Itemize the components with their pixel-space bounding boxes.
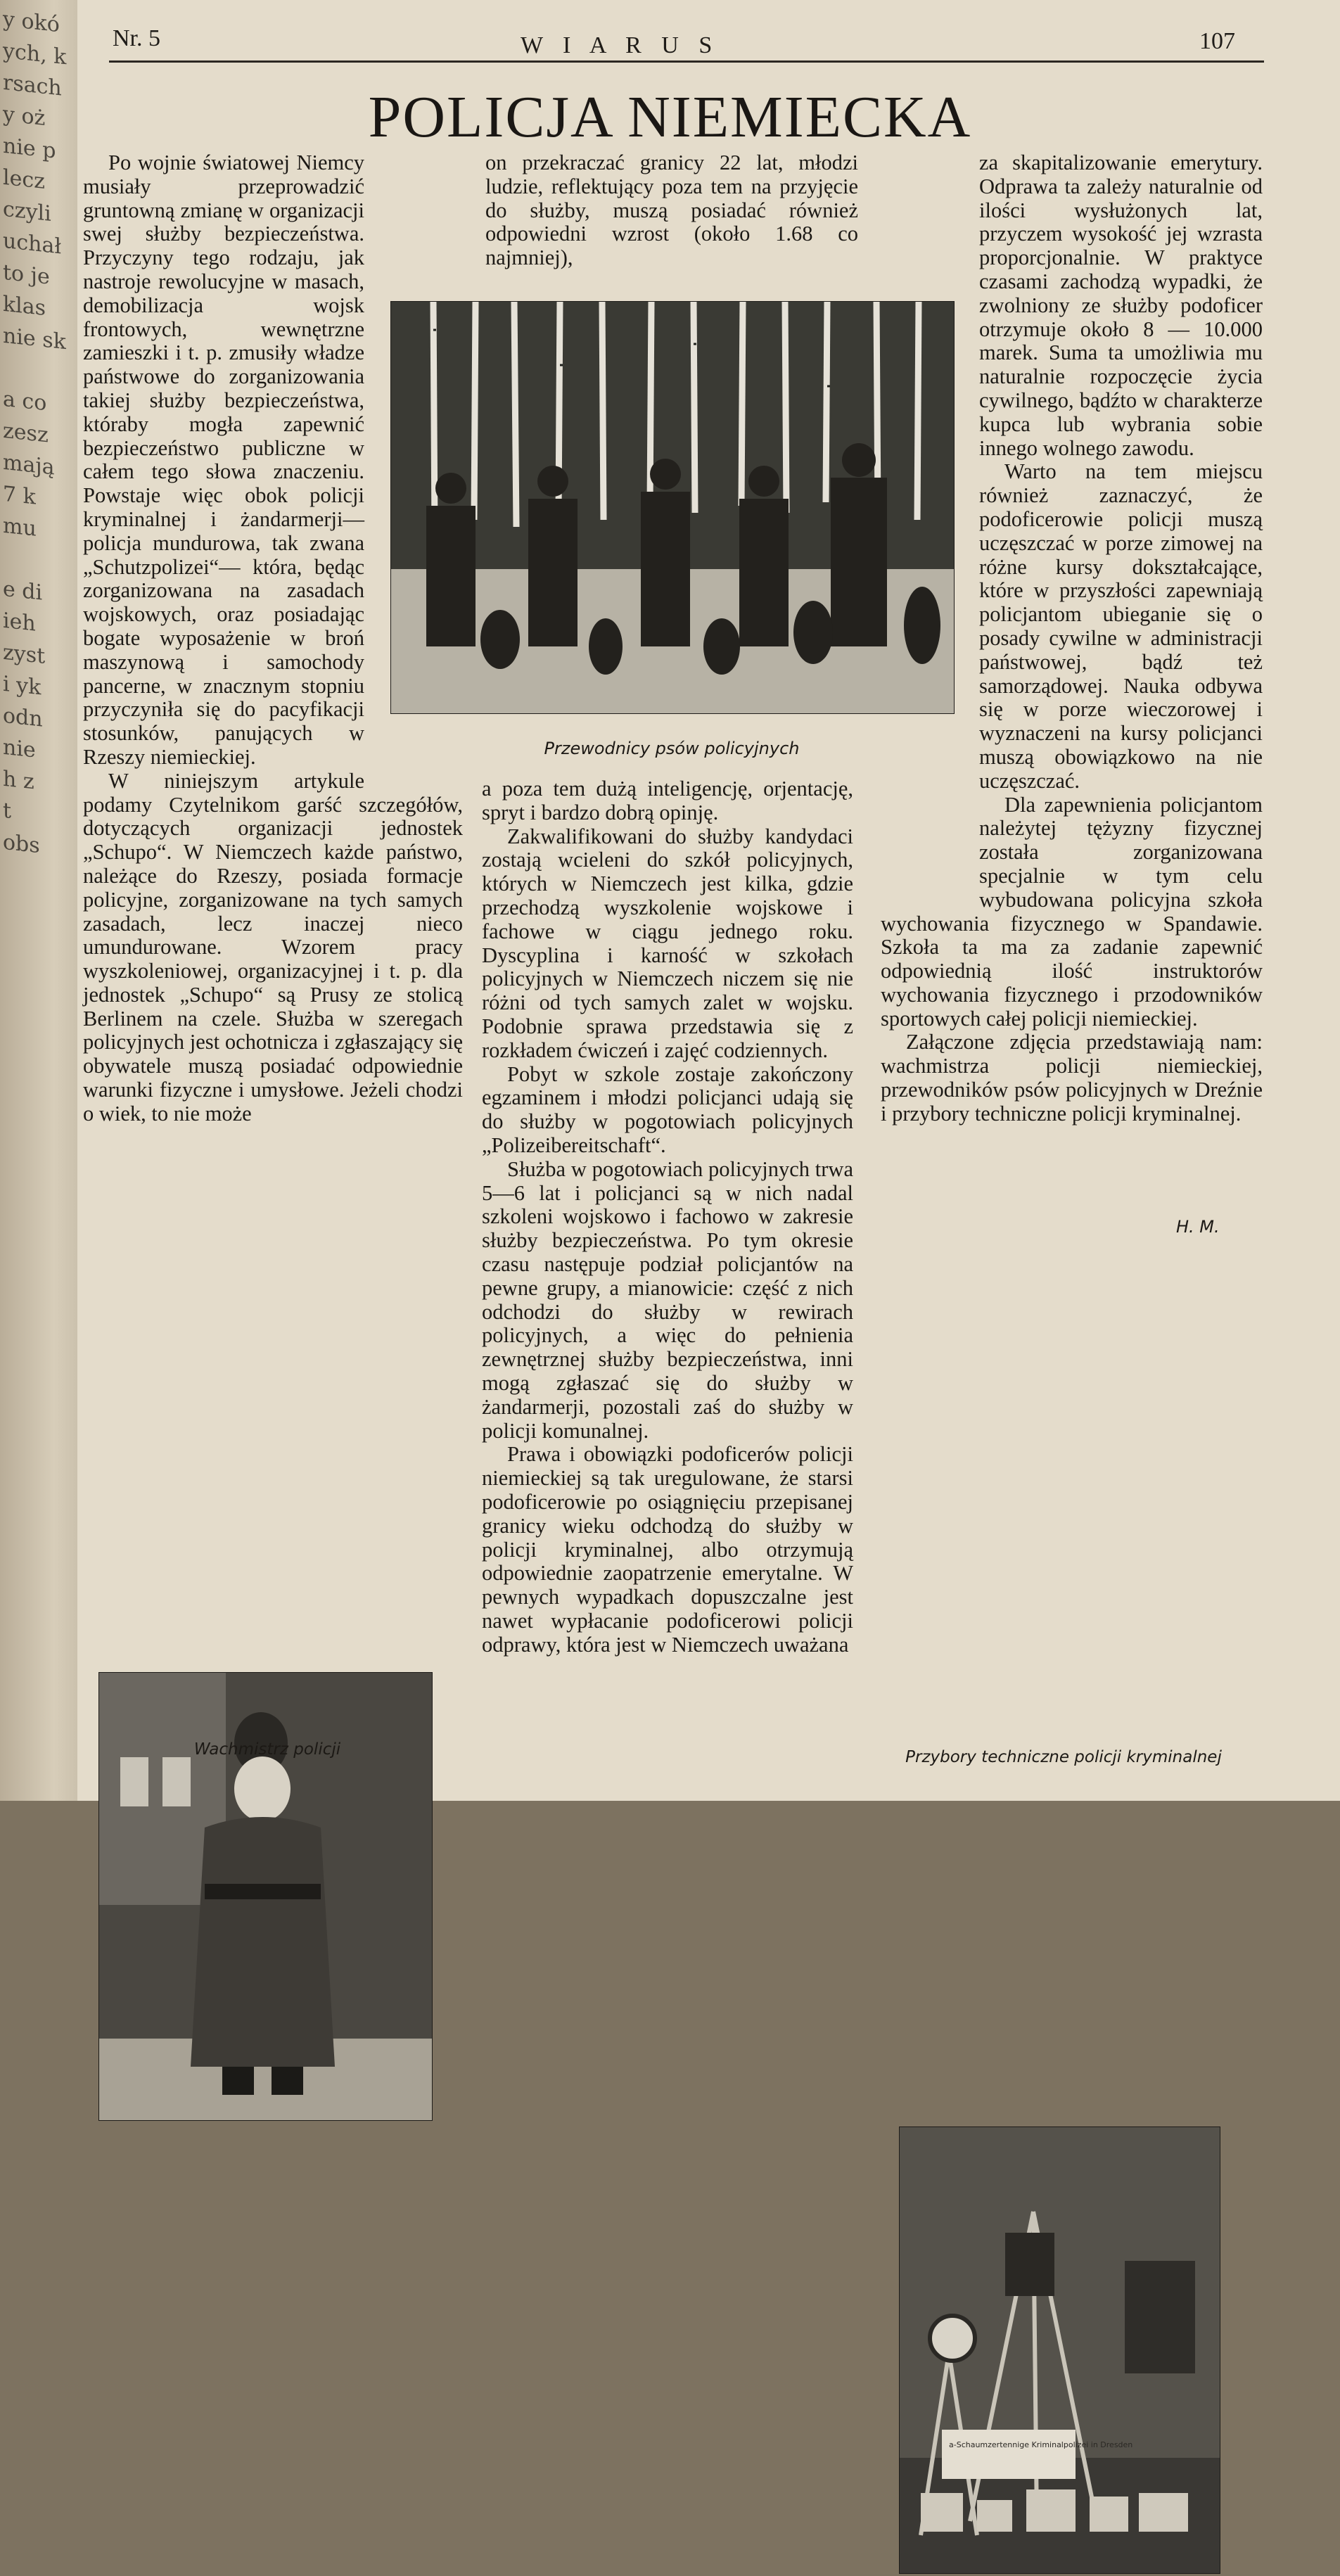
paragraph: a poza tem dużą inteligencję, orjentację, spryt i bardzo dobrą opinję.: [482, 777, 853, 824]
officer-photo: [98, 1672, 433, 2121]
paragraph: Warto na tem miejscu również zaznaczyć, że podoficerowie policji muszą uczęszczać w porze zimowej na różne kursy dokształcające, które w przyszłości zapewniają policjantom ubieganie się o posady cywilne w administracji państwowej, bądź też samorządowej. Nauka odbywa się w porze wieczorowej i wyznaczeni na kursy policjanci muszą obowiązkowo na nie uczęszczać.: [979, 459, 1263, 793]
previous-page-edge: [0, 0, 77, 1801]
page-number: 107: [1199, 28, 1235, 54]
paragraph: Po wojnie światowej Niemcy musiały przeprowadzić gruntowną zmianę w organizacji swej służby bezpieczeństwa. Przyczyny tego rodzaju, jak nastroje rewolucyjne w masach, demobilizacja wojsk frontowych, wewnętrzne zamieszki i t. p. zmusiły władze państwowe do zorganizowania takiej służby bezpieczeństwa, któraby mogła zapewnić bezpieczeństwo publiczne w całem tego słowa znaczeniu. Powstaje więc obok policji kryminalnej i żandarmerji— policja mundurowa, tak zwana „Schutzpolizei“— która, będąc zorganizowana na zasadach wojskowych, oraz posiadając bogate wyposażenie w broń maszynową i samochody pancerne, w znacznym stopniu przyczyniła się do pacyfikacji stosunków, panujących w Rzeszy niemieckiej.: [83, 151, 364, 769]
equipment-caption: Przybory techniczne policji kryminalnej: [905, 1748, 1222, 1766]
paragraph: Służba w pogotowiach policyjnych trwa 5—6 lat i policjanci są w nich nadal szkoleni wojskowo i fachowo w zakresie służby bezpieczeństwa. Po tym okresie czasu następuje podział policjantów na pewne grupy, a mianowicie: część z nich odchodzi do służby w rewirach policyjnych, a więc do pełnienia zewnętrznej służby bezpieczeństwa, inni mogą zgłaszać się do służby w żandarmerji, pozostali zaś do służby w policji komunalnej.: [482, 1156, 853, 1443]
issue-number: Nr. 5: [113, 25, 160, 51]
author-signature: H. M.: [1176, 1217, 1220, 1237]
paragraph: Prawa i obowiązki podoficerów policji niemieckiej są tak uregulowane, że starsi podoficerowie po osiągnięciu przepisanej granicy wieku odchodzą do służby w policji kryminalnej, albo otrzymują odpowiednie zaopatrzenie emerytalne. W pewnych wypadkach dopuszczalne jest nawet wypłacanie podoficerowi policji odprawy, która jest w Niemczech uważana: [482, 1442, 853, 1657]
column-2-top: on przekraczać granicy 22 lat, młodzi ludzie, reflektujący poza tem na przyjęcie do służby, muszą posiadać również odpowiedni wzrost (około 1.68 co najmniej),: [485, 151, 858, 270]
previous-page-text: y okó ych, k rsach y oż nie p lecz czyli uchał to je klas nie sk a co zesz mają 7 k mu e di ieh zyst i yk odn nie h z t obs: [3, 6, 67, 859]
paragraph: Załączone zdjęcia przedstawiają nam: wachmistrza policji niemieckiej, przewodników psów policyjnych w Dreźnie i przybory techniczne policji kryminalnej.: [881, 1030, 1263, 1126]
dog-handlers-photo: [390, 301, 955, 714]
dog-handlers-illustration: [391, 302, 954, 713]
equipment-photo: [899, 2127, 1220, 2574]
article-title: POLICJA NIEMIECKA: [368, 84, 972, 150]
paragraph: Dla zapewnienia policjantom należytej tężyzny fizycznej została zorganizowana specjalnie w tym celu wybudowana policyjna szkoła wychowania fizycznego w Spandawie. Szkoła ta ma za zadanie zapewnić odpowiednią ilość instruktorów wychowania fizycznego i przodowników sportowych całej policji niemieckiej.: [881, 792, 1263, 1031]
paragraph: W niniejszym artykule podamy Czytelnikom garść szczegółów, dotyczących organizacji jednostek „Schupo“. W Niemczech każde państwo, należące do Rzeszy, posiada formacje policyjne, zorganizowane na tych samych zasadach, lecz inaczej nieco umundurowane. Wzorem pracy wyszkoleniowej, organizacyjnej i t. p. dla jednostek „Schupo“ są Prusy ze stolicą Berlinem na czele. Służba w szeregach policyjnych jest ochotnicza i zgłaszający się obywatele muszą posiadać odpowiednie warunki fizyczne i umysłowe. Jeżeli chodzi o wiek, to nie może: [83, 768, 463, 1126]
officer-caption: Wachmistrz policji: [193, 1740, 341, 1759]
equipment-illustration: [900, 2127, 1220, 2573]
dog-handlers-caption: Przewodnicy psów policyjnych: [544, 739, 800, 758]
magazine-name: W I A R U S: [521, 32, 720, 58]
column-2: [482, 777, 853, 1657]
header-rule: [109, 60, 1264, 63]
paragraph: Pobyt w szkole zostaje zakończony egzaminem i młodzi policjanci udają się do służby w pogotowiach policyjnych „Polizeibereitschaft“.: [482, 1061, 853, 1157]
paragraph: za skapitalizowanie emerytury. Odprawa ta zależy naturalnie od ilości wysłużonych lat, przyczem wysokość jej wzrasta proporcjonalnie. W praktyce czasami zachodzą wypadki, że zwolniony ze służby podoficer otrzymuje około 8 — 10.000 marek. Suma ta umożliwia mu naturalnie rozpoczęcie życia cywilnego, bądźto w charakterze kupca lub wybrania sobie innego wolnego zawodu.: [979, 151, 1263, 460]
paragraph: Zakwalifikowani do służby kandydaci zostają wcieleni do szkół policyjnych, których w Niemczech jest kilka, gdzie przechodzą wyszkolenie wojskowe i fachowe w ciągu jednego roku. Dyscyplina i karność w szkołach policyjnych w Niemczech niczem się nie różni od tych samych zalet w wojsku. Podobnie sprawa przedstawia się z rozkładem ćwiczeń i zajęć codziennych.: [482, 824, 853, 1062]
equipment-sign-text: a-Schaumzertennige Kriminalpolizei in Dresden: [949, 2440, 1133, 2449]
